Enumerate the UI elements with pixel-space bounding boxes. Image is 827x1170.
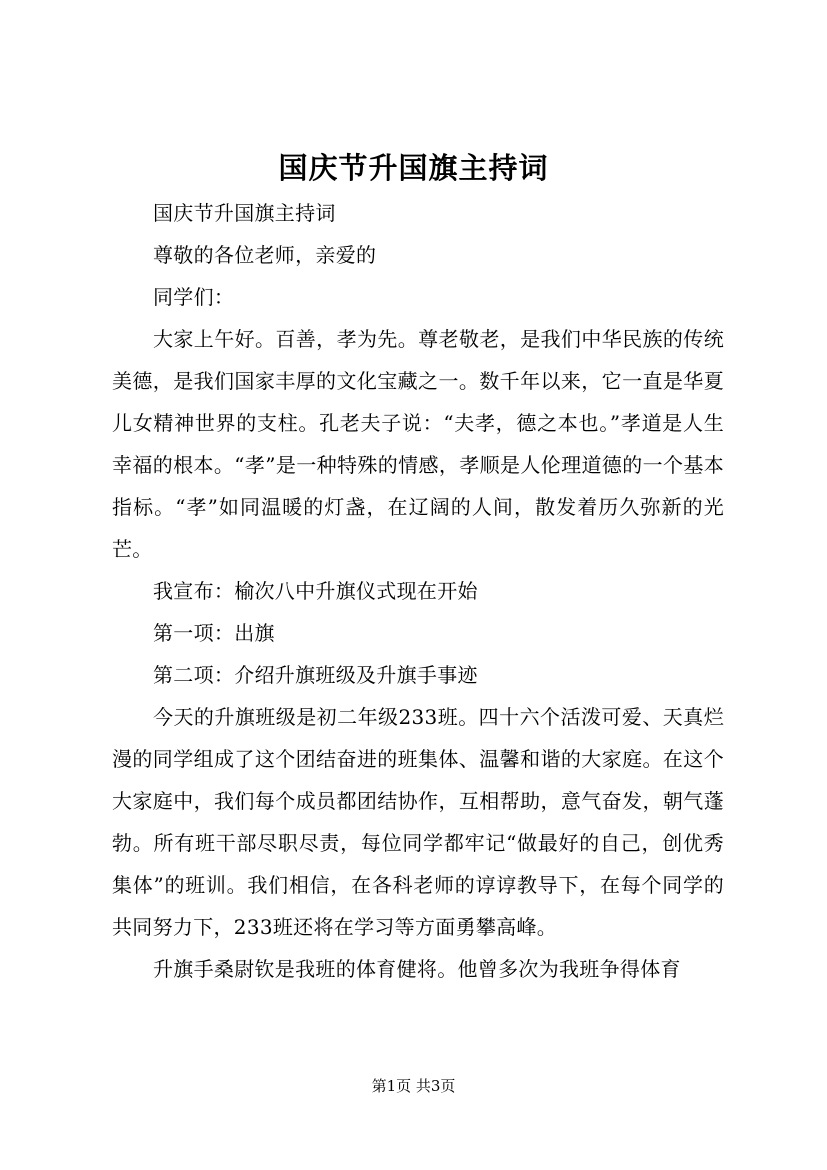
page-footer: 第1页 共3页 (371, 1077, 456, 1095)
paragraph: 大家上午好。百善，孝为先。尊老敬老，是我们中华民族的传统美德，是我们国家丰厚的文化宝藏之一。数千年以来，它一直是华夏儿女精神世界的支柱。孔老夫子说：“夫孝，德之本也。”孝道是人生幸福的根本。“孝”是一种特殊的情感，孝顺是人伦理道德的一个基本指标。“孝”如同温暖的灯盏，在辽阔的人间，散发着历久弥新的光芒。 (112, 327, 724, 561)
paragraph: 尊敬的各位老师，亲爱的 (153, 243, 377, 267)
paragraph: 我宣布：榆次八中升旗仪式现在开始 (153, 579, 478, 603)
paragraph: 第一项：出旗 (153, 621, 275, 645)
paragraph: 同学们： (153, 285, 235, 309)
paragraph: 国庆节升国旗主持词 (153, 201, 336, 225)
document-title: 国庆节升国旗主持词 (278, 151, 549, 185)
paragraph: 升旗手桑尉钦是我班的体育健将。他曾多次为我班争得体育 (153, 957, 681, 981)
paragraph: 第二项：介绍升旗班级及升旗手事迹 (153, 663, 478, 687)
document-body (112, 192, 724, 990)
paragraph: 今天的升旗班级是初二年级233班。四十六个活泼可爱、天真烂漫的同学组成了这个团结奋进的班集体、温馨和谐的大家庭。在这个大家庭中，我们每个成员都团结协作，互相帮助，意气奋发，朝气蓬勃。所有班干部尽职尽责，每位同学都牢记“做最好的自己，创优秀集体”的班训。我们相信，在各科老师的谆谆教导下，在每个同学的共同努力下，233班还将在学习等方面勇攀高峰。 (112, 705, 724, 939)
